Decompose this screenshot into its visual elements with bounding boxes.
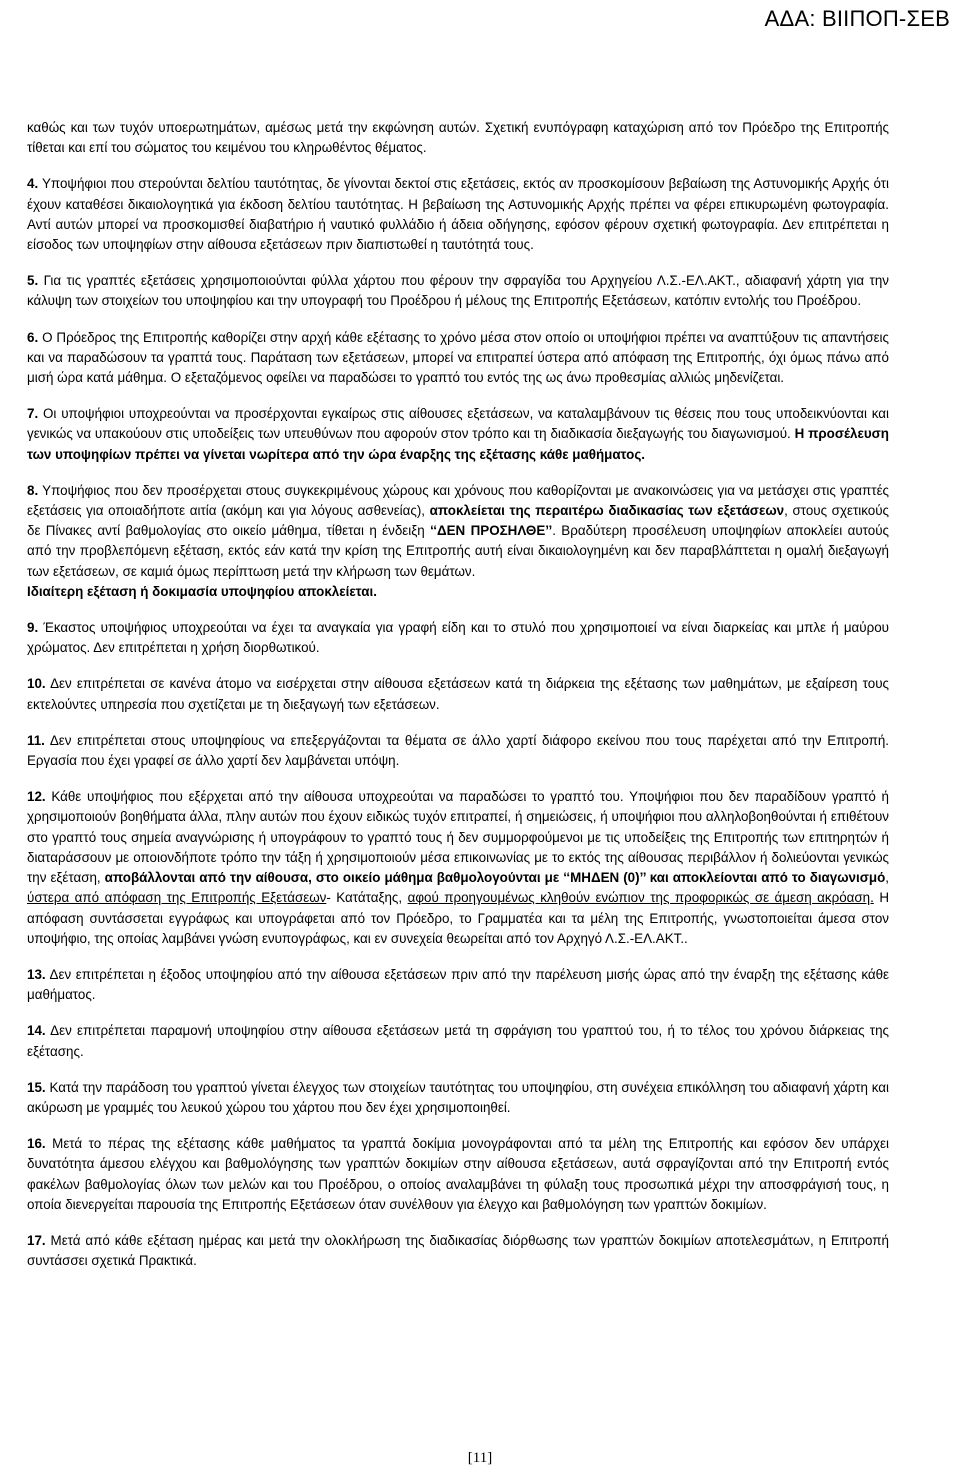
paragraph-number: 9. — [27, 620, 39, 636]
paragraph-text: Οι υποψήφιοι υποχρεούνται να προσέρχονται εγκαίρως στις αίθουσες εξετάσεων, να καταλαμβάνουν τις θέσεις που τους υποδεικνύονται και γενικώς να υπακούουν στις υποδείξεις των υπευθύνων που αφορούν στον τρόπο και τη διαδικασία διεξαγωγής του διαγωνισμού. — [27, 406, 889, 442]
paragraph-number: 17. — [27, 1232, 46, 1248]
paragraph-text: Για τις γραπτές εξετάσεις χρησιμοποιούνται φύλλα χάρτου που φέρουν την σφραγίδα του Αρχηγείου Λ.Σ.-ΕΛ.ΑΚΤ., αδιαφανή χάρτη για την κάλυψη των στοιχείων του υποψηφίου και την υπογραφή του Προέδρου ή μέλους της Επιτροπής Εξετάσεων, κατόπιν εντολής του Προέδρου. — [27, 273, 889, 309]
paragraph-bold: ‘‘ΔΕΝ ΠΡΟΣΗΛΘΕ’’ — [430, 523, 553, 539]
paragraph-6 — [27, 328, 889, 389]
paragraph-text: Κατά την παράδοση του γραπτού γίνεται έλεγχος των στοιχείων ταυτότητας του υποψηφίου, στη συνέχεια επικόλληση του αδιαφανή χάρτη και ακύρωση με γραμμές του λευκού χώρου του χάρτου που δεν έχει χρησιμοποιηθεί. — [27, 1079, 889, 1115]
paragraph-text: Δεν επιτρέπεται σε κανένα άτομο να εισέρχεται στην αίθουσα εξετάσεων κατά τη διάρκεια της εξέτασης των μαθημάτων, με εξαίρεση τους εκτελούντες υπηρεσία που σχετίζεται με τη διεξαγωγή των εξετάσεων. — [27, 676, 890, 712]
paragraph-text: Μετά από κάθε εξέταση ημέρας και μετά την ολοκλήρωση της διαδικασίας διόρθωσης των γραπτών δοκιμίων αποτελεσμάτων, η Επιτροπή συντάσσει σχετικά Πρακτικά. — [27, 1232, 889, 1269]
paragraph-underlined: αφού προηγουμένως κληθούν ενώπιον της προφορικώς σε άμεση ακρόαση. — [407, 890, 874, 906]
paragraph-number: 12. — [27, 789, 46, 805]
paragraph-bold: αποκλείεται της περαιτέρω διαδικασίας των εξετάσεων — [429, 503, 785, 519]
paragraph-number: 16. — [27, 1136, 46, 1152]
paragraph-8-heading — [27, 582, 889, 602]
paragraph-number: 6. — [27, 329, 39, 345]
paragraph-text: . Βραδύτερη προσέλευση υποψηφίων αποκλείει αυτούς από την προβλεπόμενη εξέταση, εκτός εάν κατά την κρίση της Επιτροπής αυτή είναι δικαιολογημένη και δεν παραβλάπτεται η ομαλή διεξαγωγή των εξετάσεων, σε καμιά όμως περίπτωση μετά την κλήρωση των θεμάτων. — [27, 523, 889, 579]
paragraph-number: 14. — [27, 1023, 46, 1039]
ada-code: ΑΔΑ: ΒΙΙΠΟΠ-ΣΕΒ — [764, 6, 950, 31]
page-number: [11] — [467, 1450, 493, 1466]
paragraph-4 — [27, 174, 889, 255]
paragraph-17 — [27, 1231, 889, 1271]
paragraph-number: 10. — [27, 676, 46, 692]
paragraph-text: Η απόφαση συντάσσεται εγγράφως και υπογράφεται από τον Πρόεδρο, το Γραμματέα και τα μέλη της Επιτροπής, γνωστοποιείται άμεσα στον υποψήφιο, της οποίας λαμβάνει γνώση ενυπογράφως, και εν συνεχεία θεωρείται από τον Αρχηγό Λ.Σ.-ΕΛ.ΑΚΤ.. — [27, 890, 889, 946]
paragraph-9 — [27, 618, 889, 658]
paragraph-13 — [27, 965, 889, 1005]
paragraph-7 — [27, 404, 889, 465]
paragraph-11 — [27, 731, 889, 771]
paragraph-5 — [27, 271, 889, 311]
paragraph-number: 11. — [27, 732, 45, 748]
paragraph-text: Μετά το πέρας της εξέτασης κάθε μαθήματος τα γραπτά δοκίμια μονογράφονται από τα μέλη της Επιτροπής και εφόσον δεν υπάρχει δυνατότητα άμεσου ελέγχου και βαθμολόγησης των γραπτών δοκιμίων στην αίθουσα εξετάσεων, αυτά σφραγίζονται από την Επιτροπή εντός φακέλων βαθμολογίας όλων των μελών και του Προέδρου, ο οποίος αναλαμβάνει τη φύλαξη τους προσωπικά μέχρι την αποσφράγισή τους, η οποία διενεργείται παρουσία της Επιτροπής Εξετάσεων όταν συνέλθουν για έλεγχο και βαθμολόγηση των γραπτών δοκιμίων. — [27, 1136, 889, 1212]
paragraph-text: Ο Πρόεδρος της Επιτροπής καθορίζει στην αρχή κάθε εξέτασης το χρόνο μέσα στον οποίο οι υποψήφιοι πρέπει να αναπτύξουν τις απαντήσεις και να παραδώσουν τα γραπτά τους. Παράταση των εξετάσεων, μπορεί να επιτραπεί ύστερα από απόφαση της Επιτροπής, όχι όμως πάνω από μισή ώρα κατά μάθημα. Ο εξεταζόμενος οφείλει να παραδώσει το γραπτό του εντός της ως άνω προθεσμίας αλλιώς μηδενίζεται. — [27, 329, 889, 386]
paragraph-10 — [27, 674, 889, 714]
paragraph-text: Δεν επιτρέπεται η έξοδος υποψηφίου από την αίθουσα εξετάσεων πριν από την παρέλευση μισής ώρας από την έναρξη της εξέτασης κάθε μαθήματος. — [27, 966, 890, 1003]
paragraph-bold: αποβάλλονται από την αίθουσα, στο οικείο μάθημα βαθμολογούνται με ‘‘ΜΗΔΕΝ (0)’’ και αποκλείονται από το διαγωνισμό — [104, 870, 886, 886]
paragraph-text: - Κατάταξης, — [326, 890, 403, 906]
paragraph-15 — [27, 1078, 889, 1118]
paragraph-bold: Ιδιαίτερη εξέταση ή δοκιμασία υποψηφίου αποκλείεται. — [27, 583, 377, 599]
paragraph-number: 15. — [27, 1079, 46, 1095]
paragraph-text: Κάθε υποψήφιος που εξέρχεται από την αίθουσα υποχρεούται να παραδώσει το γραπτό του. Υποψήφιοι που δεν παραδίδουν γραπτό ή χρησιμοποιούν βοηθήματα άλλα, πλην αυτών που έχουν ειδικώς τυχόν επιτραπεί, ή σημειώσεις, ή υποψήφιοι που αλληλοβοηθούνται ή επιθέτουν στο γραπτό τους σημεία αναγνώρισης ή υπογράφουν το γραπτό τους ή δεν συμμορφούμενοι με τις υποδείξεις της Επιτροπής των επιτηρητών ή διαταράσσουν με οποιονδήποτε τρόπο την τάξη ή χρησιμοποιούν μέσα επικοινωνίας με το εκτός της αίθουσας περιβάλλον ή δολιεύονται γενικώς την εξέταση, — [27, 789, 889, 886]
paragraph-number: 13. — [27, 966, 46, 982]
paragraph-number: 5. — [27, 273, 39, 289]
paragraph-12 — [27, 787, 889, 949]
paragraph-number: 4. — [27, 176, 39, 192]
paragraph-text: Δεν επιτρέπεται παραμονή υποψηφίου στην αίθουσα εξετάσεων μετά τη σφράγιση του γραπτού του, ή το τέλος του χρόνου διάρκειας της εξέτασης. — [27, 1023, 890, 1059]
paragraph-text: Υποψήφιοι που στερούνται δελτίου ταυτότητας, δε γίνονται δεκτοί στις εξετάσεις, εκτός αν προσκομίσουν βεβαίωση της Αστυνομικής Αρχής ότι έχουν καταθέσει δικαιολογητικά για έκδοση δελτίου ταυτότητας. Η βεβαίωση της Αστυνομικής Αρχής πρέπει να φέρει επικυρωμένη φωτογραφία. Αντί αυτών μπορεί να προσκομισθεί διαβατήριο ή ναυτικό φυλλάδιο ή άδεια οδήγησης, εφόσον φέρουν σχετική φωτογραφία. Δεν επιτρέπεται η είσοδος των υποψηφίων στην αίθουσα εξετάσεων πριν διαπιστωθεί η ταυτότητά τους. — [27, 176, 889, 253]
document-body — [27, 118, 889, 1287]
paragraph-16 — [27, 1134, 889, 1215]
paragraph-text: Έκαστος υποψήφιος υποχρεούται να έχει τα αναγκαία για γραφή είδη και το στυλό που χρησιμοποιεί να είναι διαρκείας και μπλε ή μαύρου χρώματος. Δεν επιτρέπεται η χρήση διορθωτικού. — [27, 620, 889, 656]
paragraph-14 — [27, 1021, 889, 1061]
paragraph-8 — [27, 481, 889, 582]
paragraph-text: Υποψήφιος που δεν προσέρχεται στους συγκεκριμένους χώρους και χρόνους που καθορίζονται με ανακοινώσεις για να μετάσχει στις γραπτές εξετάσεις για οποιαδήποτε αιτία (ακόμη και για λόγους ασθενείας), — [27, 482, 889, 519]
paragraph-text: , — [885, 870, 889, 886]
paragraph-text: , στους σχετικούς δε Πίνακες αντί βαθμολογίας στο οικείο μάθημα, τίθεται η ένδειξη — [27, 503, 889, 539]
paragraph-number: 7. — [27, 406, 39, 422]
paragraph-number: 8. — [27, 482, 39, 498]
paragraph-0: καθώς και των τυχόν υποερωτημάτων, αμέσως μετά την εκφώνηση αυτών. Σχετική ενυπόγραφη καταχώριση από τον Πρόεδρο της Επιτροπής τίθεται και επί του σώματος του κειμένου του κληρωθέντος θέματος. — [27, 120, 889, 156]
paragraph-bold: Η προσέλευση των υποψηφίων πρέπει να γίνεται νωρίτερα από την ώρα έναρξης της εξέτασης κάθε μαθήματος. — [27, 426, 889, 462]
paragraph-underlined: ύστερα από απόφαση της Επιτροπής Εξετάσεων — [27, 890, 327, 906]
paragraph-text: Δεν επιτρέπεται στους υποψηφίους να επεξεργάζονται τα θέματα σε άλλο χαρτί διάφορο εκείνου που τους παρέχεται από την Επιτροπή. Εργασία που έχει γραφεί σε άλλο χαρτί δεν λαμβάνεται υπόψη. — [27, 732, 889, 769]
